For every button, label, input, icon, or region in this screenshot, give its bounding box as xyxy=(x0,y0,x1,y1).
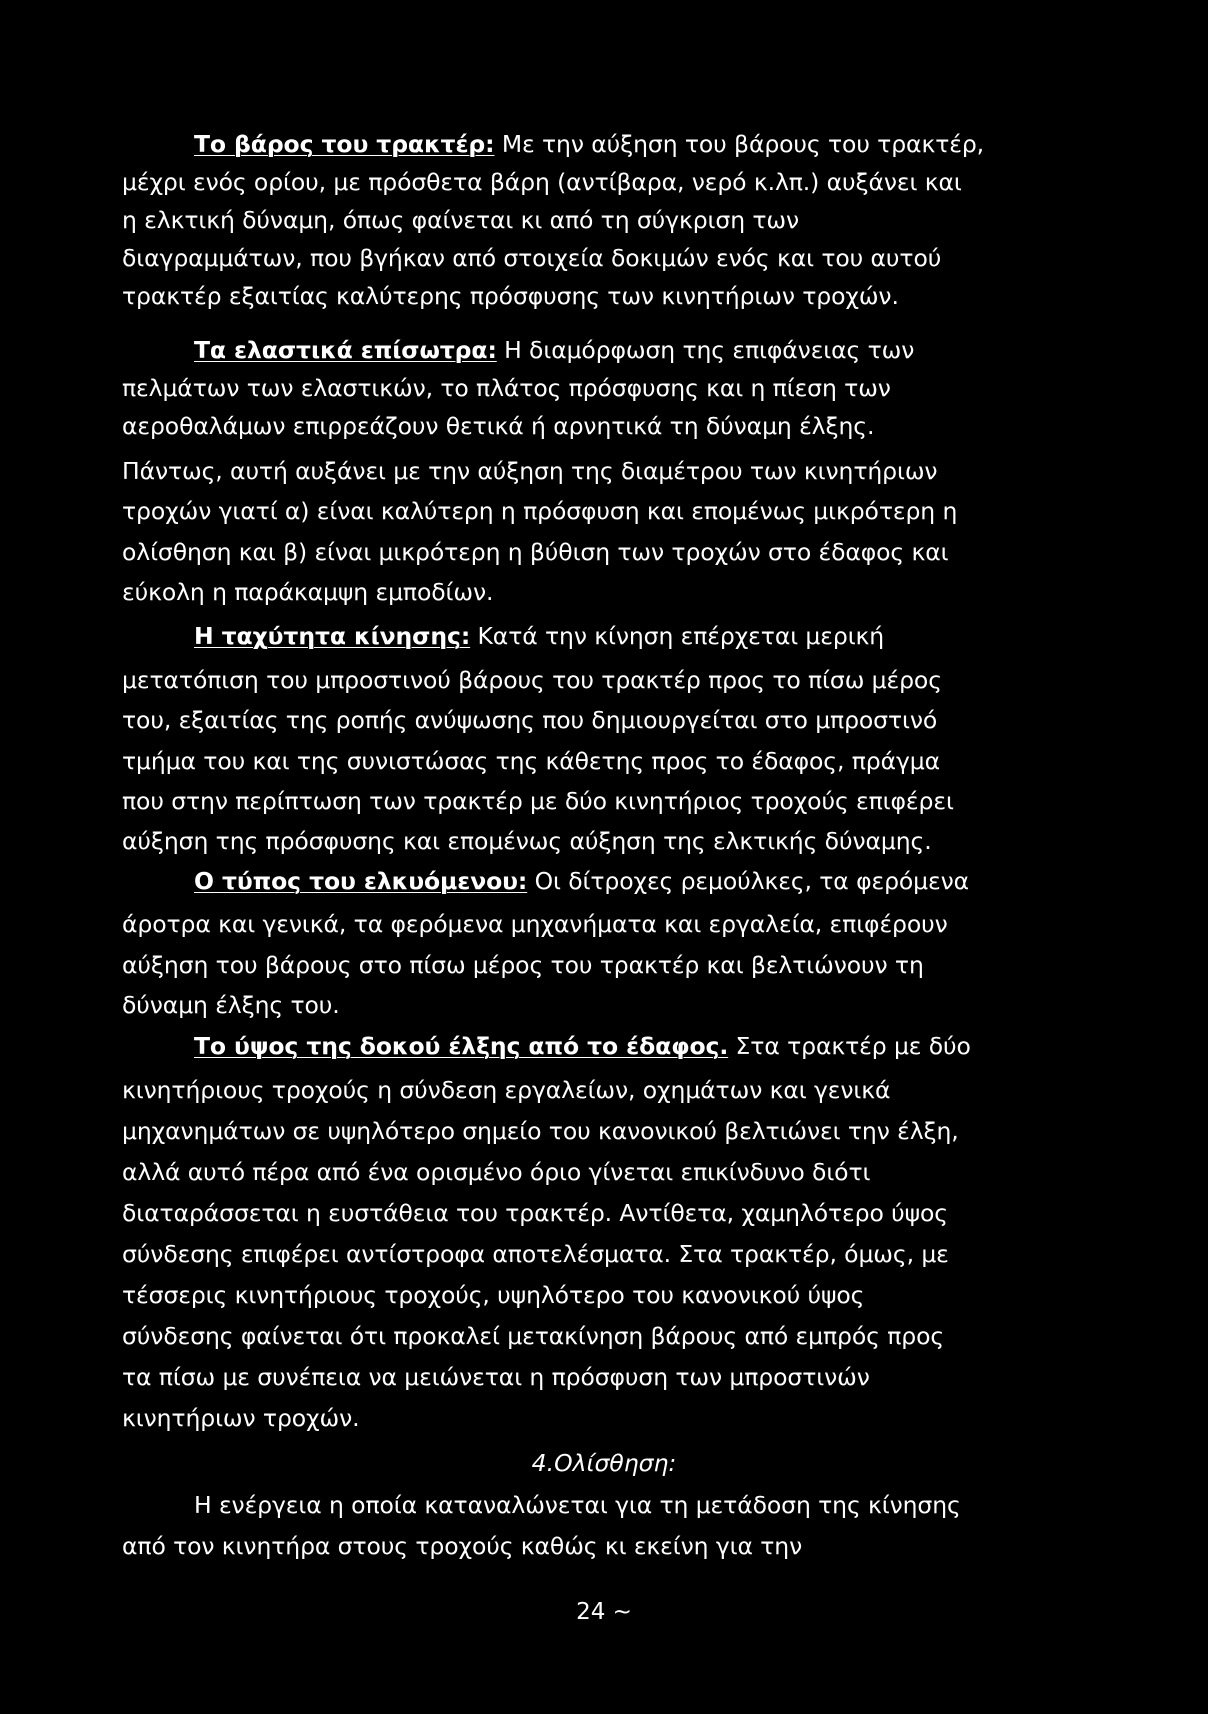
text-line: αλλά αυτό πέρα από ένα ορισμένο όριο γίνεται επικίνδυνο διότι xyxy=(122,1158,871,1186)
line-text: Με την αύξηση του βάρους του τρακτέρ, xyxy=(494,130,985,158)
line-text: Κατά την κίνηση επέρχεται μερική xyxy=(470,622,885,650)
text-line: κινητήριων τροχών. xyxy=(122,1404,360,1432)
text-line: αεροθαλάμων επιρρεάζουν θετικά ή αρνητικά τη δύναμη έλξης. xyxy=(122,412,875,440)
paragraph-lead: Η ταχύτητα κίνησης: xyxy=(194,622,471,650)
text-line: η ελκτική δύναμη, όπως φαίνεται κι από τη σύγκριση των xyxy=(122,206,800,234)
page-number: 24 ~ xyxy=(576,1599,632,1625)
text-line xyxy=(194,1031,971,1061)
text-line: σύνδεσης φαίνεται ότι προκαλεί μετακίνηση βάρους από εμπρός προς xyxy=(122,1322,945,1350)
text-line: μέχρι ενός ορίου, με πρόσθετα βάρη (αντίβαρα, νερό κ.λπ.) αυξάνει και xyxy=(122,168,962,196)
text-line xyxy=(194,129,984,159)
text-line: διαταράσσεται η ευστάθεια του τρακτέρ. Αντίθετα, χαμηλότερο ύψος xyxy=(122,1199,948,1227)
text-line: που στην περίπτωση των τρακτέρ με δύο κινητήριος τροχούς επιφέρει xyxy=(122,787,954,815)
line-text: Στα τρακτέρ με δύο xyxy=(728,1032,971,1060)
text-line: άροτρα και γενικά, τα φερόμενα μηχανήματα και εργαλεία, επιφέρουν xyxy=(122,910,948,938)
text-line: από τον κινητήρα στους τροχούς καθώς κι εκείνη για την xyxy=(122,1532,803,1560)
text-line: τμήμα του και της συνιστώσας της κάθετης προς το έδαφος, πράγμα xyxy=(122,747,941,775)
text-line: Πάντως, αυτή αυξάνει με την αύξηση της διαμέτρου των κινητήριων xyxy=(122,457,938,485)
text-line: δύναμη έλξης του. xyxy=(122,991,340,1019)
text-line: αύξηση της πρόσφυσης και επομένως αύξηση της ελκτικής δύναμης. xyxy=(122,827,932,855)
paragraph-lead: Τα ελαστικά επίσωτρα: xyxy=(194,336,497,364)
text-line: κινητήριους τροχούς η σύνδεση εργαλείων, οχημάτων και γενικά xyxy=(122,1076,891,1104)
text-line: του, εξαιτίας της ροπής ανύψωσης που δημιουργείται στο μπροστινό xyxy=(122,706,938,734)
text-line xyxy=(194,866,969,896)
text-line: Η ενέργεια η οποία καταναλώνεται για τη μετάδοση της κίνησης xyxy=(194,1491,961,1519)
text-line: πελμάτων των ελαστικών, το πλάτος πρόσφυσης και η πίεση των xyxy=(122,374,891,402)
text-line: τέσσερις κινητήριους τροχούς, υψηλότερο του κανονικού ύψος xyxy=(122,1281,865,1309)
text-line: διαγραμμάτων, που βγήκαν από στοιχεία δοκιμών ενός και του αυτού xyxy=(122,244,942,272)
text-line: μηχανημάτων σε υψηλότερο σημείο του κανονικού βελτιώνει την έλξη, xyxy=(122,1117,959,1145)
text-line: ολίσθηση και β) είναι μικρότερη η βύθιση των τροχών στο έδαφος και xyxy=(122,538,949,566)
text-line xyxy=(194,621,884,651)
text-line: σύνδεσης επιφέρει αντίστροφα αποτελέσματα. Στα τρακτέρ, όμως, με xyxy=(122,1240,949,1268)
text-line: αύξηση του βάρους στο πίσω μέρος του τρακτέρ και βελτιώνουν τη xyxy=(122,951,924,979)
text-line: τρακτέρ εξαιτίας καλύτερης πρόσφυσης των κινητήριων τροχών. xyxy=(122,282,899,310)
paragraph-lead: Το ύψος της δοκού έλξης από το έδαφος. xyxy=(194,1032,729,1060)
text-line: τα πίσω με συνέπεια να μειώνεται η πρόσφυση των μπροστινών xyxy=(122,1363,870,1391)
section-heading: 4.Ολίσθηση: xyxy=(531,1449,677,1477)
paragraph-lead: Το βάρος του τρακτέρ: xyxy=(194,130,495,158)
text-line: τροχών γιατί α) είναι καλύτερη η πρόσφυση και επομένως μικρότερη η xyxy=(122,497,958,525)
text-line xyxy=(194,335,914,365)
text-line: εύκολη η παράκαμψη εμποδίων. xyxy=(122,578,494,606)
line-text: Οι δίτροχες ρεμούλκες, τα φερόμενα xyxy=(527,867,970,895)
paragraph-lead: Ο τύπος του ελκυόμενου: xyxy=(194,867,528,895)
line-text: Η διαμόρφωση της επιφάνειας των xyxy=(496,336,915,364)
text-line: μετατόπιση του μπροστινού βάρους του τρακτέρ προς το πίσω μέρος xyxy=(122,666,942,694)
